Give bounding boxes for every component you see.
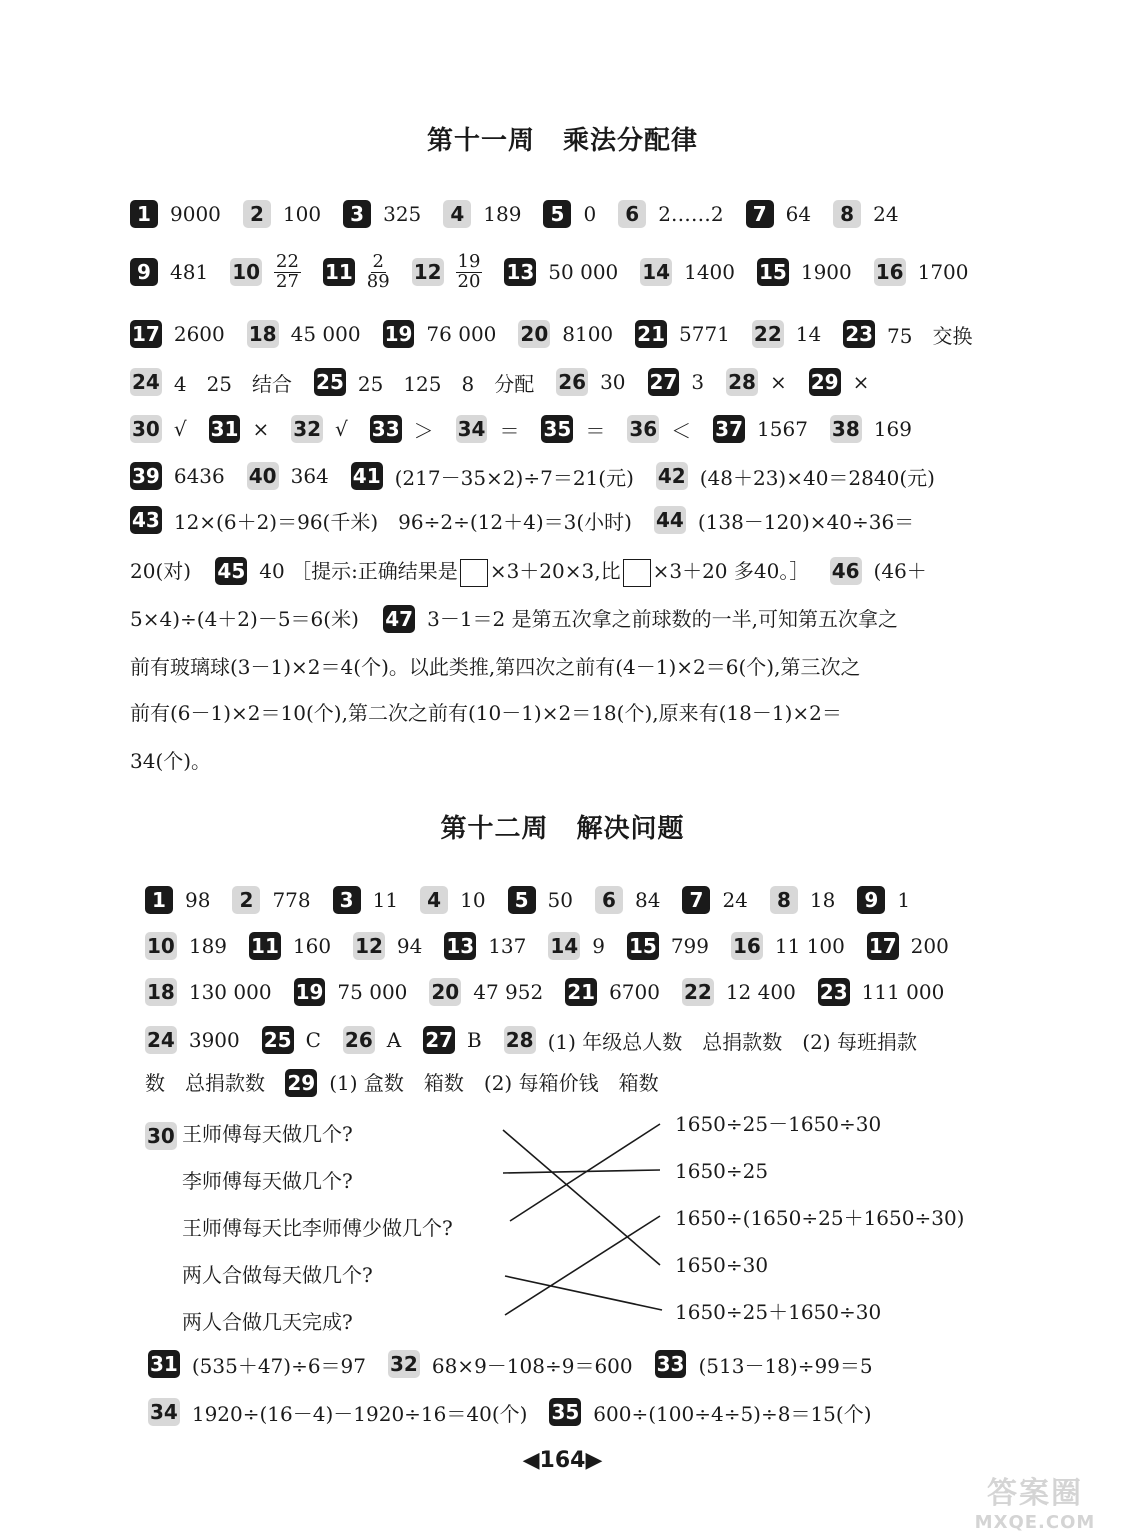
answer-text: 24 <box>722 888 748 912</box>
answer-text: 25 125 8 分配 <box>357 371 535 396</box>
question-number-32: 32 <box>293 417 322 441</box>
answer-text: 2……2 <box>658 202 724 226</box>
answer-text: 24 <box>873 202 899 226</box>
answer-text: 111 000 <box>861 980 945 1004</box>
answer-text: 1400 <box>684 260 736 284</box>
match-line <box>505 1276 662 1310</box>
answer-text: 5771 <box>679 322 730 346</box>
question-number-3: 3 <box>343 200 371 228</box>
watermark-url: MXQE.COM <box>974 1512 1096 1533</box>
question-number-16: 16 <box>733 934 761 958</box>
question-number-6: 6 <box>618 200 646 228</box>
question-number-20: 20 <box>431 980 460 1004</box>
match-right-item: 1650÷25＋1650÷30 <box>675 1300 882 1324</box>
answer-text: 2600 <box>173 322 225 346</box>
question-number-4: 4 <box>420 886 448 914</box>
question-number-18: 18 <box>147 980 175 1004</box>
answer-text: 799 <box>670 934 709 958</box>
question-number-23: 23 <box>845 322 874 346</box>
question-number-5: 5 <box>543 200 571 228</box>
week12-tail-row <box>148 1340 1048 1388</box>
answer-text: 3900 <box>188 1028 240 1052</box>
answer-text: 189 <box>188 934 228 958</box>
question-number-27: 27 <box>649 370 678 394</box>
question-number-16: 16 <box>875 260 904 284</box>
question-number-33: 33 <box>656 1352 685 1376</box>
answer-47-line-3: 前有(6－1)×2＝10(个),第二次之前有(10－1)×2＝18(个),原来有(18－1)×2＝ <box>130 701 842 725</box>
answer-text: √ <box>335 417 348 441</box>
answer-47-line-4: 34(个)。 <box>130 749 212 773</box>
answer-text: 6436 <box>173 464 225 488</box>
fraction-numerator: 22 <box>276 250 299 272</box>
answer-45-part-b: ×3＋20×3,比 <box>489 559 621 583</box>
question-number-22: 22 <box>683 980 712 1004</box>
question-number-11: 11 <box>324 260 353 284</box>
answer-text: 130 000 <box>188 980 272 1004</box>
fraction-denominator: 89 <box>366 270 390 292</box>
answer-text: 3 <box>691 370 705 394</box>
answer-text: 84 <box>635 888 661 912</box>
question-number-19: 19 <box>295 980 324 1004</box>
answer-text: × <box>852 370 870 394</box>
week12-tail-item-31 <box>148 1350 366 1379</box>
answer-text: 50 000 <box>548 260 619 284</box>
answer-text: B <box>467 1028 482 1052</box>
answer-29: (1) 盒数 箱数 (2) 每箱价钱 箱数 <box>329 1071 659 1095</box>
question-number-31: 31 <box>150 1352 178 1376</box>
answer-45-part-c: ×3＋20 多40。］ <box>652 559 810 583</box>
answer-text: 1900 <box>800 260 852 284</box>
question-number-42: 42 <box>657 464 686 488</box>
question-number-14: 14 <box>642 260 671 284</box>
answer-text: 94 <box>396 934 423 958</box>
question-number-2: 2 <box>232 886 260 914</box>
answer-text: 50 <box>547 888 573 912</box>
answer-text: 6700 <box>609 980 660 1004</box>
week12-title-text: 第十二周 <box>440 814 549 844</box>
answer-text: C <box>305 1028 321 1052</box>
question-number-3: 3 <box>333 886 361 914</box>
question-number-45: 45 <box>217 559 246 583</box>
answer-text: ＜ <box>671 418 692 443</box>
match-line <box>503 1130 660 1265</box>
question-number-31: 31 <box>210 417 239 441</box>
week12-tail-item-34 <box>148 1398 527 1427</box>
match-left-item: 两人合做每天做几个? <box>182 1263 373 1287</box>
answer-text: 364 <box>290 464 329 488</box>
answer-text: 200 <box>910 934 949 958</box>
answer-text: (535＋47)÷6＝97 <box>191 1353 367 1378</box>
match-right-item: 1650÷30 <box>675 1253 769 1277</box>
answer-text: 14 <box>795 322 822 346</box>
answer-text: 778 <box>272 888 311 912</box>
answer-text: 75 000 <box>337 980 408 1004</box>
question-number-22: 22 <box>753 322 782 346</box>
question-number-25: 25 <box>263 1028 292 1052</box>
fraction-denominator: 20 <box>457 270 481 292</box>
watermark-text: 答案圈 <box>987 1476 1083 1511</box>
question-number-41: 41 <box>352 464 381 488</box>
answer-text: 68×9－108÷9＝600 <box>431 1353 633 1378</box>
question-number-39: 39 <box>132 464 160 488</box>
question-number-30: 30 <box>132 417 160 441</box>
question-number-8: 8 <box>770 886 798 914</box>
match-left-item: 王师傅每天做几个? <box>182 1122 353 1146</box>
week11-title-text: 第十一周 <box>426 126 535 156</box>
question-number-1: 1 <box>145 886 173 914</box>
question-number-24: 24 <box>132 370 160 394</box>
answer-text: (217－35×2)÷7＝21(元) <box>394 465 634 490</box>
answer-44-end: 20(对) <box>130 559 192 583</box>
answer-text: (513－18)÷99＝5 <box>698 1353 873 1378</box>
match-left-item: 王师傅每天比李师傅少做几个? <box>182 1216 453 1240</box>
question-number-29: 29 <box>810 370 839 394</box>
question-number-30: 30 <box>147 1124 175 1148</box>
question-number-35: 35 <box>551 1400 580 1424</box>
answer-text: 11 100 <box>774 934 845 958</box>
answer-text: 4 25 结合 <box>173 371 293 396</box>
answer-text: 1 <box>897 888 911 912</box>
question-number-32: 32 <box>390 1352 418 1376</box>
week12-tail-item-32 <box>388 1350 633 1379</box>
answer-text: ＝ <box>499 418 520 443</box>
answer-46-part-b: 5×4)÷(4＋2)－5＝6(米) <box>130 607 359 631</box>
answer-28-end: 数 总捐款数 <box>145 1071 265 1095</box>
week12-tail-item-35 <box>549 1398 871 1427</box>
question-number-10: 10 <box>232 260 261 284</box>
question-number-13: 13 <box>446 934 475 958</box>
answer-47-line-1: 3－1＝2 是第五次拿之前球数的一半,可知第五次拿之 <box>427 607 898 631</box>
answer-text: 600÷(100÷4÷5)÷8＝15(个) <box>593 1401 872 1426</box>
question-number-8: 8 <box>833 200 861 228</box>
question-number-20: 20 <box>520 322 549 346</box>
question-number-24: 24 <box>147 1028 175 1052</box>
question-number-1: 1 <box>130 200 158 228</box>
answer-text: 47 952 <box>473 980 544 1004</box>
answer-text: A <box>386 1028 402 1052</box>
question-number-2: 2 <box>243 200 271 228</box>
question-number-18: 18 <box>248 322 277 346</box>
question-number-36: 36 <box>629 417 658 441</box>
match-left-item: 两人合做几天完成? <box>182 1310 353 1334</box>
match-left-item: 李师傅每天做几个? <box>182 1169 353 1193</box>
answer-text: 9 <box>592 934 605 958</box>
question-number-15: 15 <box>759 260 787 284</box>
fraction-denominator: 27 <box>276 270 299 292</box>
answer-text: 76 000 <box>426 322 497 346</box>
answer-text: 75 交换 <box>887 323 973 348</box>
answer-text: 8100 <box>562 322 614 346</box>
page-number: ◀164▶ <box>522 1448 603 1473</box>
answer-text: √ <box>173 417 187 441</box>
answer-text: 30 <box>600 370 626 394</box>
week12-tail-row <box>148 1388 1048 1436</box>
fraction-numerator: 2 <box>372 250 384 272</box>
answer-text: 10 <box>460 888 486 912</box>
question-number-4: 4 <box>443 200 471 228</box>
question-number-5: 5 <box>508 886 536 914</box>
answer-text: (138－120)×40÷36＝ <box>697 509 915 534</box>
question-number-40: 40 <box>248 464 277 488</box>
answer-text: (48＋23)×40＝2840(元) <box>699 465 935 490</box>
answer-text: 98 <box>185 888 211 912</box>
answer-text: 325 <box>383 202 422 226</box>
match-right-item: 1650÷(1650÷25＋1650÷30) <box>675 1206 965 1230</box>
week11-subtitle-text: 乘法分配律 <box>563 126 699 156</box>
question-number-6: 6 <box>595 886 623 914</box>
answer-text: 137 <box>488 934 527 958</box>
answer-text: 1920÷(16－4)－1920÷16＝40(个) <box>191 1401 528 1426</box>
watermark-logo <box>950 1468 1120 1533</box>
answer-text: ＝ <box>585 418 606 443</box>
question-number-10: 10 <box>147 934 175 958</box>
answer-text: 12×(6＋2)＝96(千米) 96÷2÷(12＋4)＝3(小时) <box>173 509 632 534</box>
question-number-46: 46 <box>831 559 860 583</box>
question-number-19: 19 <box>384 322 413 346</box>
answer-text: 9000 <box>170 202 221 226</box>
question-number-12: 12 <box>413 260 442 284</box>
question-number-27: 27 <box>425 1028 454 1052</box>
question-number-29: 29 <box>287 1071 316 1095</box>
fraction-numerator: 19 <box>457 250 481 272</box>
question-number-13: 13 <box>506 260 535 284</box>
question-number-26: 26 <box>558 370 587 394</box>
match-line <box>505 1216 660 1315</box>
answer-text: 11 <box>372 888 399 912</box>
answer-text: × <box>769 370 787 394</box>
question-number-47: 47 <box>385 607 414 631</box>
question-number-25: 25 <box>316 370 344 394</box>
question-number-35: 35 <box>543 417 572 441</box>
answer-text: 481 <box>170 260 209 284</box>
question-number-34: 34 <box>457 417 486 441</box>
question-number-15: 15 <box>628 934 657 958</box>
week12-tail-item-33 <box>655 1350 873 1379</box>
question-number-14: 14 <box>550 934 579 958</box>
question-number-28: 28 <box>505 1028 534 1052</box>
answer-text: 1700 <box>917 260 969 284</box>
question-number-38: 38 <box>831 417 860 441</box>
answer-text: ＞ <box>413 418 434 443</box>
question-number-12: 12 <box>355 934 383 958</box>
question-number-21: 21 <box>567 980 596 1004</box>
match-right-item: 1650÷25 <box>675 1159 769 1183</box>
question-number-21: 21 <box>637 322 665 346</box>
answer-text: 12 400 <box>725 980 796 1004</box>
answer-text: 64 <box>785 202 812 226</box>
question-number-34: 34 <box>150 1400 178 1424</box>
answer-text: 160 <box>292 934 332 958</box>
match-right-item: 1650÷25－1650÷30 <box>675 1112 882 1136</box>
question-number-33: 33 <box>371 417 400 441</box>
week12-subtitle-text: 解决问题 <box>576 814 685 844</box>
question-number-26: 26 <box>344 1028 373 1052</box>
answer-text: 189 <box>483 202 522 226</box>
question-number-44: 44 <box>655 508 684 532</box>
answer-text: 0 <box>583 202 597 226</box>
answer-text: 45 000 <box>290 322 361 346</box>
answer-text: 169 <box>873 417 912 441</box>
question-number-37: 37 <box>715 417 744 441</box>
question-number-43: 43 <box>132 508 160 532</box>
answer-47-line-2: 前有玻璃球(3－1)×2＝4(个)。以此类推,第四次之前有(4－1)×2＝6(个),第三次之 <box>130 655 861 679</box>
answer-text: (1) 年级总人数 总捐款数 (2) 每班捐款 <box>547 1029 917 1054</box>
question-number-17: 17 <box>132 322 160 346</box>
answer-46-part-a: (46＋ <box>873 559 927 583</box>
question-number-7: 7 <box>746 200 774 228</box>
question-number-17: 17 <box>868 934 897 958</box>
question-number-28: 28 <box>728 370 756 394</box>
answer-45-part-a: 40 ［提示:正确结果是 <box>259 559 458 583</box>
question-number-23: 23 <box>819 980 848 1004</box>
answer-text: 100 <box>282 202 322 226</box>
answer-text: 1567 <box>757 417 808 441</box>
question-number-9: 9 <box>857 886 885 914</box>
answer-text: × <box>252 417 270 441</box>
question-number-11: 11 <box>251 934 279 958</box>
question-number-7: 7 <box>682 886 710 914</box>
answer-text: 18 <box>809 888 836 912</box>
match-line <box>503 1170 660 1173</box>
question-number-9: 9 <box>130 258 158 286</box>
